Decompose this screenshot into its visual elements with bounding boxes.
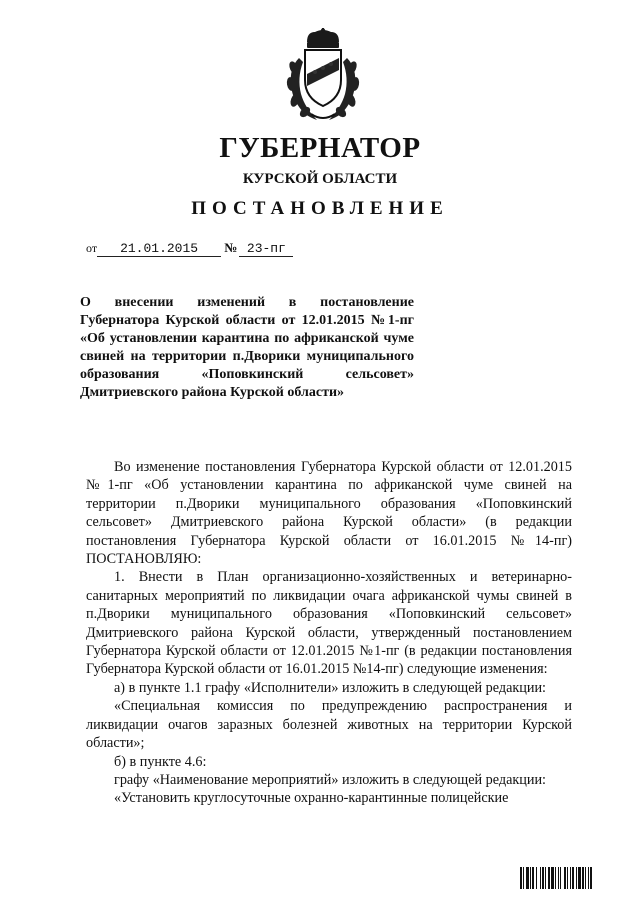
region-subtitle: КУРСКОЙ ОБЛАСТИ [242,171,398,187]
date-number-line [86,240,293,257]
body-paragraph: «Специальная комиссия по предупреждению распространения и ликвидации очагов заразных болезней животных на территории Курской области»; [86,698,572,752]
document-body [86,458,572,808]
document-type-heading: ПОСТАНОВЛЕНИЕ [191,198,449,219]
body-paragraph: а) в пункте 1.1 графу «Исполнители» изложить в следующей редакции: [114,679,546,696]
document-subject: О внесении изменений в постановление Губернатора Курской области от 12.01.2015 №1-пг «Об установлении карантина по африканской чуме свиней на территории п.Дворики муниципального образования «Поповкинский сельсовет» Дмитриевского района Курской области» [80,295,414,400]
governor-title: ГУБЕРНАТОР [219,132,421,164]
body-paragraph: б) в пункте 4.6: [114,753,207,770]
number-sign: № [224,240,238,255]
coat-of-arms-emblem [285,28,361,124]
body-paragraph: графу «Наименование мероприятий» изложить в следующей редакции: [114,771,546,788]
body-paragraph: Во изменение постановления Губернатора Курской области от 12.01.2015 №1-пг «Об установлении карантина по африканской чуме свиней на территории п.Дворики муниципального образования «Поповкинский сельсовет» Дмитриевского района Курской области» (в редакции постановления Губернатора Курской области от 16.01.2015 №14-пг) ПОСТАНОВЛЯЮ: [86,459,572,568]
document-date: 21.01.2015 [97,241,221,257]
body-paragraph: 1. Внести в План организационно-хозяйственных и ветеринарно-санитарных мероприятий по ликвидации очага африканской чумы свиней в п.Дворики муниципального образования «Поповкинский сельсовет» Дмитриевского района Курской области, утвержденный постановлением Губернатора Курской области от 12.01.2015 №1-пг (в редакции постановления Губернатора Курской области от 16.01.2015 №14-пг) следующие изменения: [86,569,572,678]
body-paragraph: «Установить круглосуточные охранно-карантинные полицейские [114,790,509,807]
barcode [520,867,626,889]
document-number: 23-пг [239,241,293,257]
date-from-label: от [86,241,98,255]
